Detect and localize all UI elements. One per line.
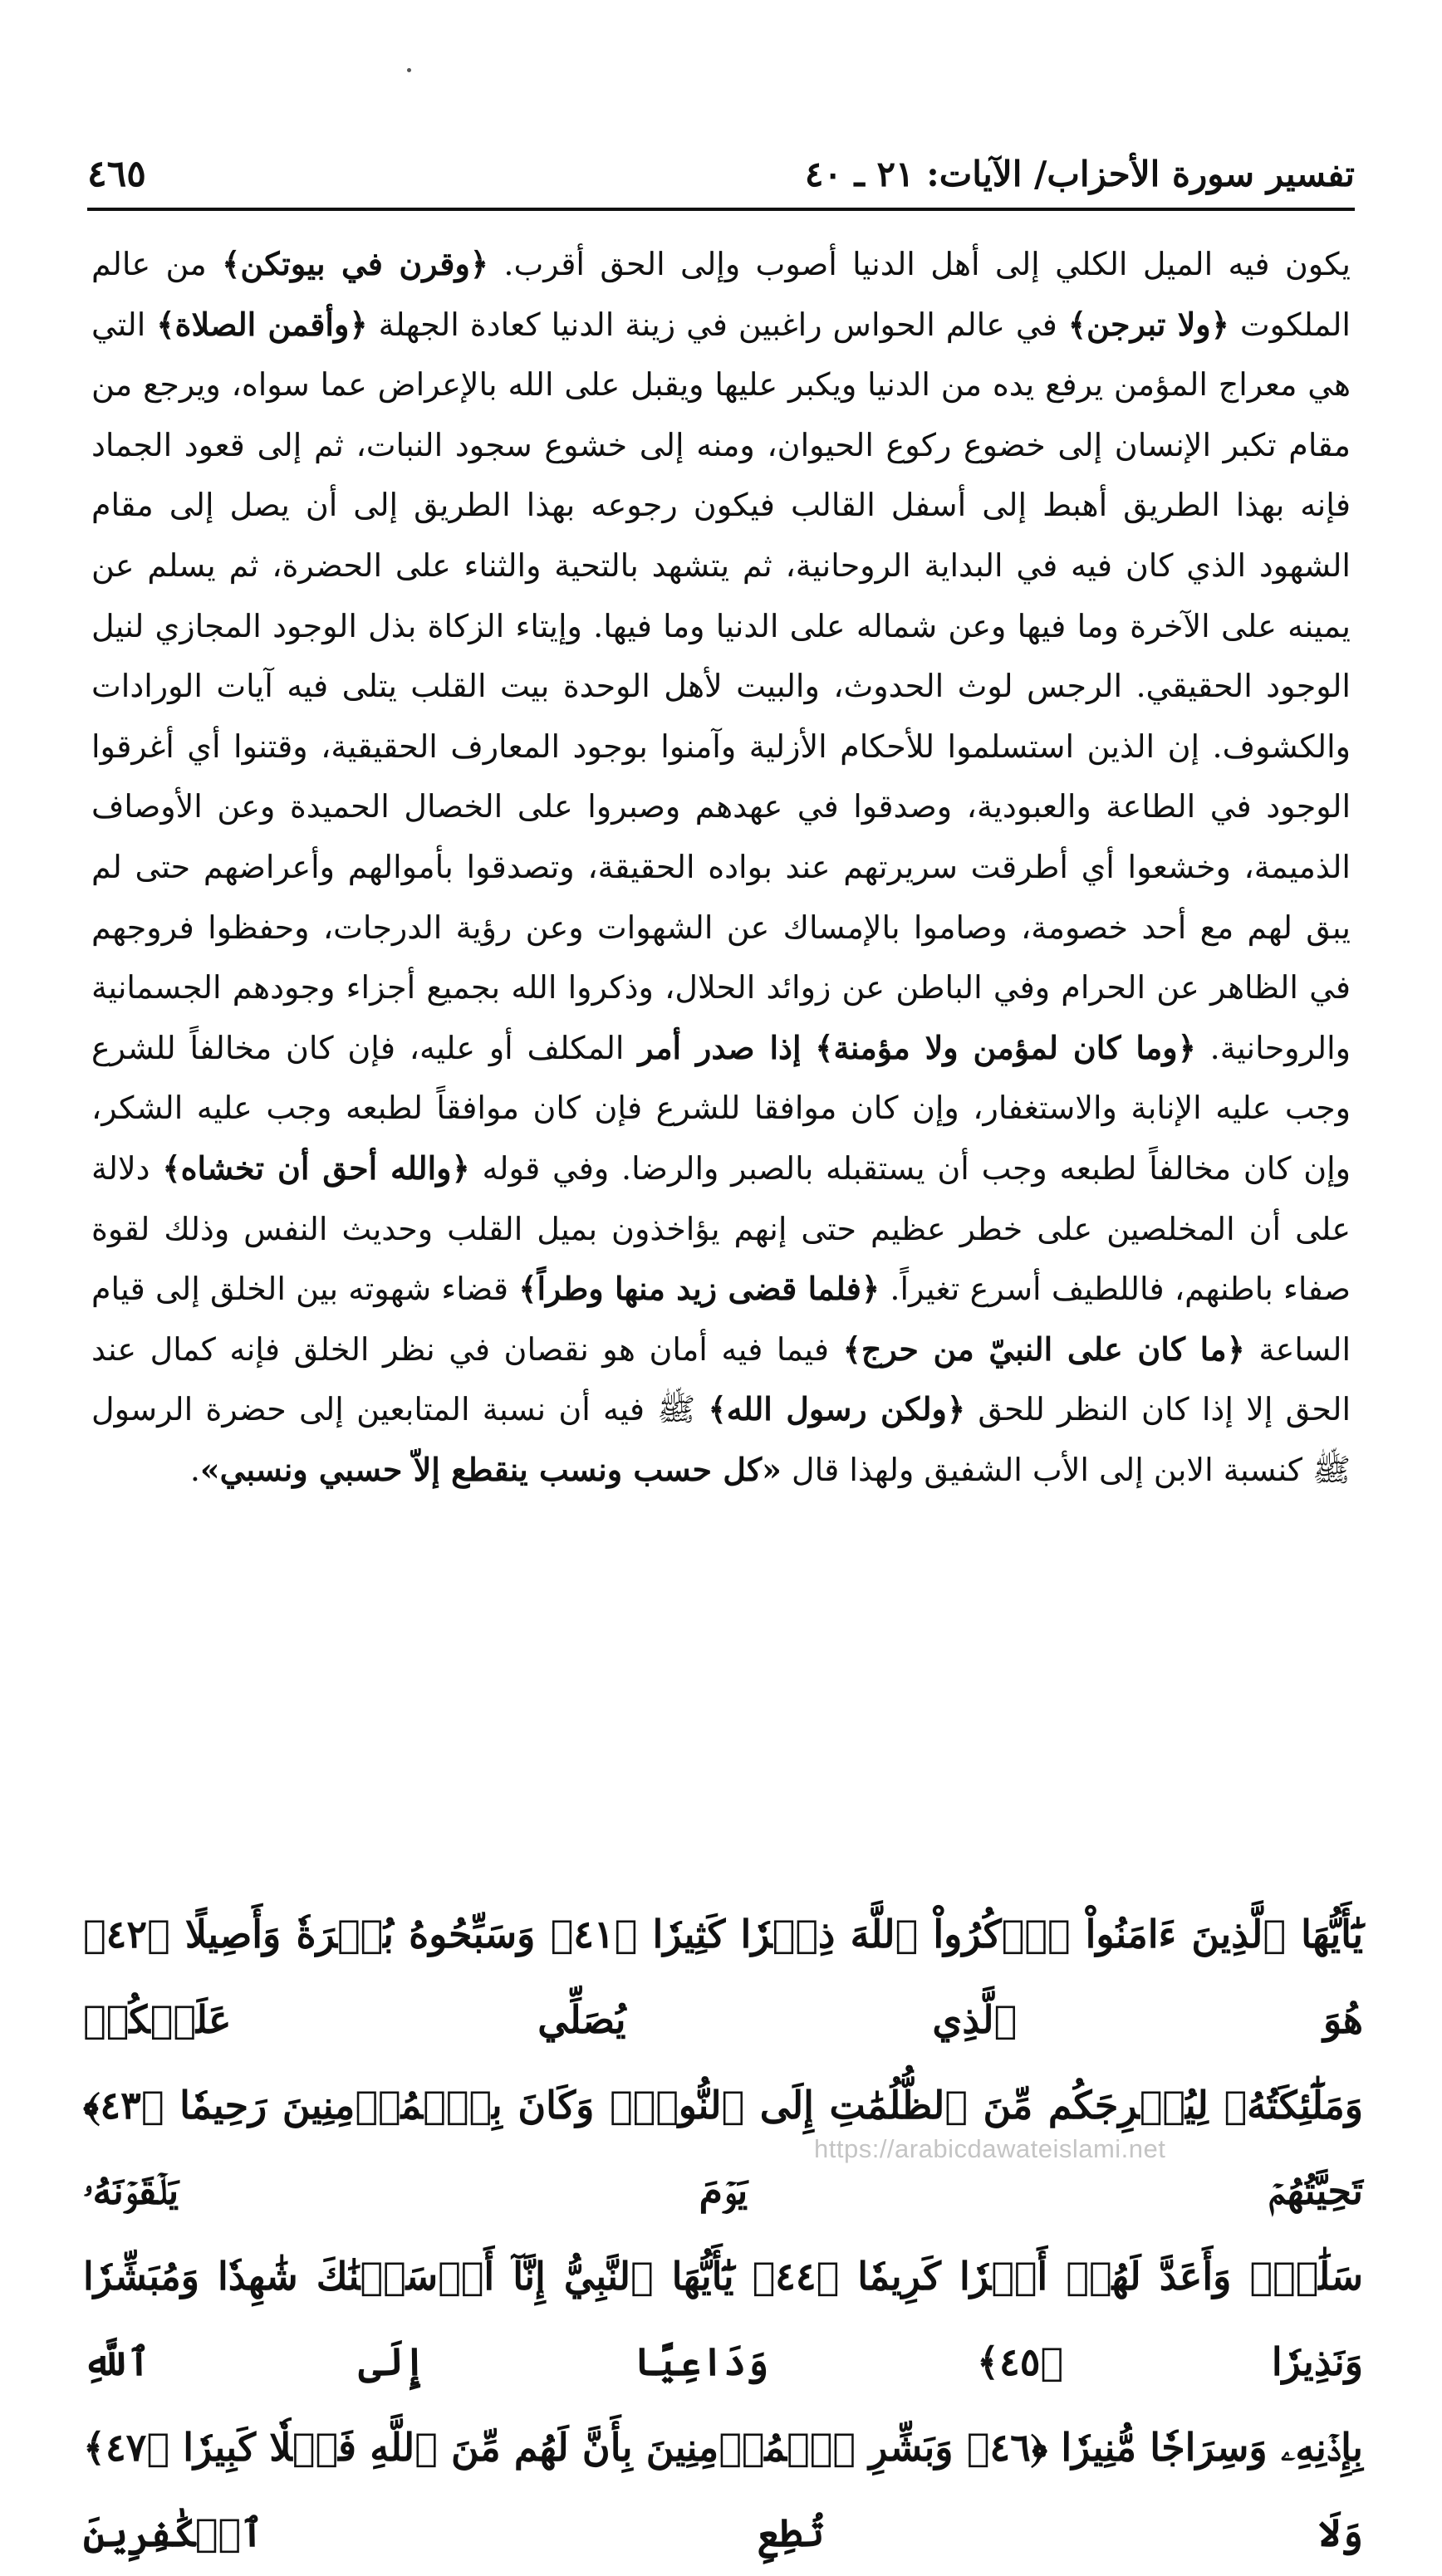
commentary-text: المكلف أو عليه، فإن كان مخالفاً للشرع وجب عليه الإنابة والاستغفار، وإن كان موافقا للشرع فإن كان موافقاً لطبعه وجب عليه الشكر، وإن كان مخالفاً لطبعه وجب أن يستقبله بالصبر والرضا. وفي قوله xyxy=(91,1029,1351,1187)
commentary-text: من عالم الملكوت xyxy=(91,246,1351,343)
quran-quote: ﴿ما كان على النبيّ من حرج﴾ xyxy=(842,1330,1245,1368)
commentary-text: دلالة على أن المخلصين على خطر عظيم حتى إنهم يؤاخذون بميل القلب وحديث النفس وذلك لقوة صفاء باطنهم، فاللطيف أسرع تغيراً. xyxy=(91,1149,1351,1308)
watermark-url: https://arabicdawateislami.net xyxy=(814,2134,1166,2163)
quran-quote: ﴿والله أحق أن تخشاه﴾ xyxy=(162,1148,470,1187)
commentary-text xyxy=(802,1030,816,1066)
hadith-quote: «كل حسب ونسب ينقطع إلاّ حسبي ونسبي» xyxy=(199,1450,782,1488)
page-number: ٤٦٥ xyxy=(87,153,146,195)
quran-quote: ﴿ولا تبرجن﴾ xyxy=(1067,305,1229,343)
verse-line: سَلَٰمٞۚ وَأَعَدَّ لَهُمۡ أَجۡرٗا كَرِيمٗا ﴿٤٤﴾ يَٰٓأَيُّهَا ٱلنَّبِيُّ إِنَّآ أَرۡسَلۡنَٰكَ شَٰهِدٗا وَمُبَشِّرٗا وَنَذِيرٗا ﴿٤٥﴾ وَدَاعِيًا إِلَى ٱللَّهِ xyxy=(83,2254,1363,2384)
commentary-text: في عالم الحواس راغبين في زينة الدنيا كعادة الجهلة xyxy=(367,306,1068,343)
quran-quote: ﴿فلما قضى زيد منها وطراً﴾ xyxy=(518,1270,880,1308)
verse-line: يَٰٓأَيُّهَا ٱلَّذِينَ ءَامَنُواْ ٱذۡكُرُواْ ٱللَّهَ ذِكۡرٗا كَثِيرٗا ﴿٤١﴾ وَسَبِّحُوهُ بُكۡرَةٗ وَأَصِيلًا ﴿٤٢﴾ هُوَ ٱلَّذِي يُصَلِّي عَلَيۡكُمۡ xyxy=(83,1912,1363,2042)
page-header xyxy=(87,141,1355,211)
commentary-text: فيما فيه أمان هو نقصان في نظر الخلق فإنه كمال عند الحق إلا إذا كان النظر للحق xyxy=(91,1330,1351,1428)
quran-quote: ﴿وأقمن الصلاة﴾ xyxy=(156,305,368,343)
running-title: تفسير سورة الأحزاب/ الآيات: ٢١ ـ ٤٠ xyxy=(804,154,1355,194)
tafsir-text xyxy=(91,234,1351,1500)
tafsir-paragraph xyxy=(91,234,1351,1500)
quran-quote: ﴿وما كان لمؤمن ولا مؤمنة﴾ xyxy=(815,1028,1196,1066)
commentary-text: التي هي معراج المؤمن يرفع يده من الدنيا ويكبر عليها ويقبل على الله بالإعراض عما سواه، ويرجع من مقام تكبر الإنسان إلى خضوع ركوع الحيوان، ومنه إلى خشوع سجود النبات، ثم إلى قعود الجماد فإنه بهذا الطريق أهبط إلى أسفل القالب فيكون رجوعه بهذا الطريق إلى أن يصل إلى مقام الشهود الذي كان فيه في البداية الروحانية، ثم يتشهد بالتحية والثناء على الحضرة، ثم يسلم عن يمينه على الآخرة وما فيها وعن شماله على الدنيا وما فيها. وإيتاء الزكاة بذل الوجود المجازي لنيل الوجود الحقيقي. الرجس لوث الحدوث، والبيت لأهل الوحدة بيت القلب يتلى فيه آيات الورادات والكشوف. إن الذين استسلموا للأحكام الأزلية وآمنوا بوجود المعارف الحقيقية، وقتنوا أي أغرقوا الوجود في الطاعة والعبودية، وصدقوا في عهدهم وصبروا على الخصال الحميدة وعن الأوصاف الذميمة، وخشعوا أي أطرقت سريرتهم عند بواده الحقيقة، وتصدقوا بأموالهم وأعراضهم حتى لم يبق لهم مع أحد خصومة، وصاموا بالإمساك عن الشهوات وعن رؤية الدرجات، وحفظوا فروجهم في الظاهر عن الحرام وفي الباطن عن زوائد الحلال، وذكروا الله بجميع أجزاء وجودهم الجسمانية والروحانية. xyxy=(91,306,1351,1066)
commentary-text: ﷺ فيه أن نسبة المتابعين إلى حضرة الرسول ﷺ كنسبة الابن إلى الأب الشفيق ولهذا قال xyxy=(91,1391,1351,1488)
commentary-text: يكون فيه الميل الكلي إلى أهل الدنيا أصوب وإلى الحق أقرب. xyxy=(488,246,1351,282)
verse-line: وَمَلَٰٓئِكَتُهُۥ لِيُخۡرِجَكُم مِّنَ ٱلظُّلُمَٰتِ إِلَى ٱلنُّورِۚ وَكَانَ بِٱلۡمُؤۡمِنِينَ رَحِيمٗا ﴿٤٣﴾ تَحِيَّتُهُمۡ يَوۡمَ يَلۡقَوۡنَهُۥ xyxy=(83,2083,1363,2213)
quran-verses xyxy=(83,1892,1363,2576)
commentary-text: قضاء شهوته بين الخلق إلى قيام الساعة xyxy=(91,1271,1351,1368)
scan-speck xyxy=(407,68,411,72)
emphasis-text: إذا صدر أمر xyxy=(638,1028,802,1066)
quran-quote: ﴿وقرن في بيوتكن﴾ xyxy=(222,245,489,282)
verse-line: بِإِذۡنِهِۦ وَسِرَاجٗا مُّنِيرٗا ﴿٤٦﴾ وَبَشِّرِ ٱلۡمُؤۡمِنِينَ بِأَنَّ لَهُم مِّنَ ٱللَّهِ فَضۡلٗا كَبِيرٗا ﴿٤٧﴾ وَلَا تُطِعِ ٱلۡكَٰفِرِينَ xyxy=(83,2425,1363,2555)
commentary-text: . xyxy=(189,1451,200,1488)
quran-quote: ﴿ولكن رسول الله﴾ xyxy=(708,1390,966,1428)
